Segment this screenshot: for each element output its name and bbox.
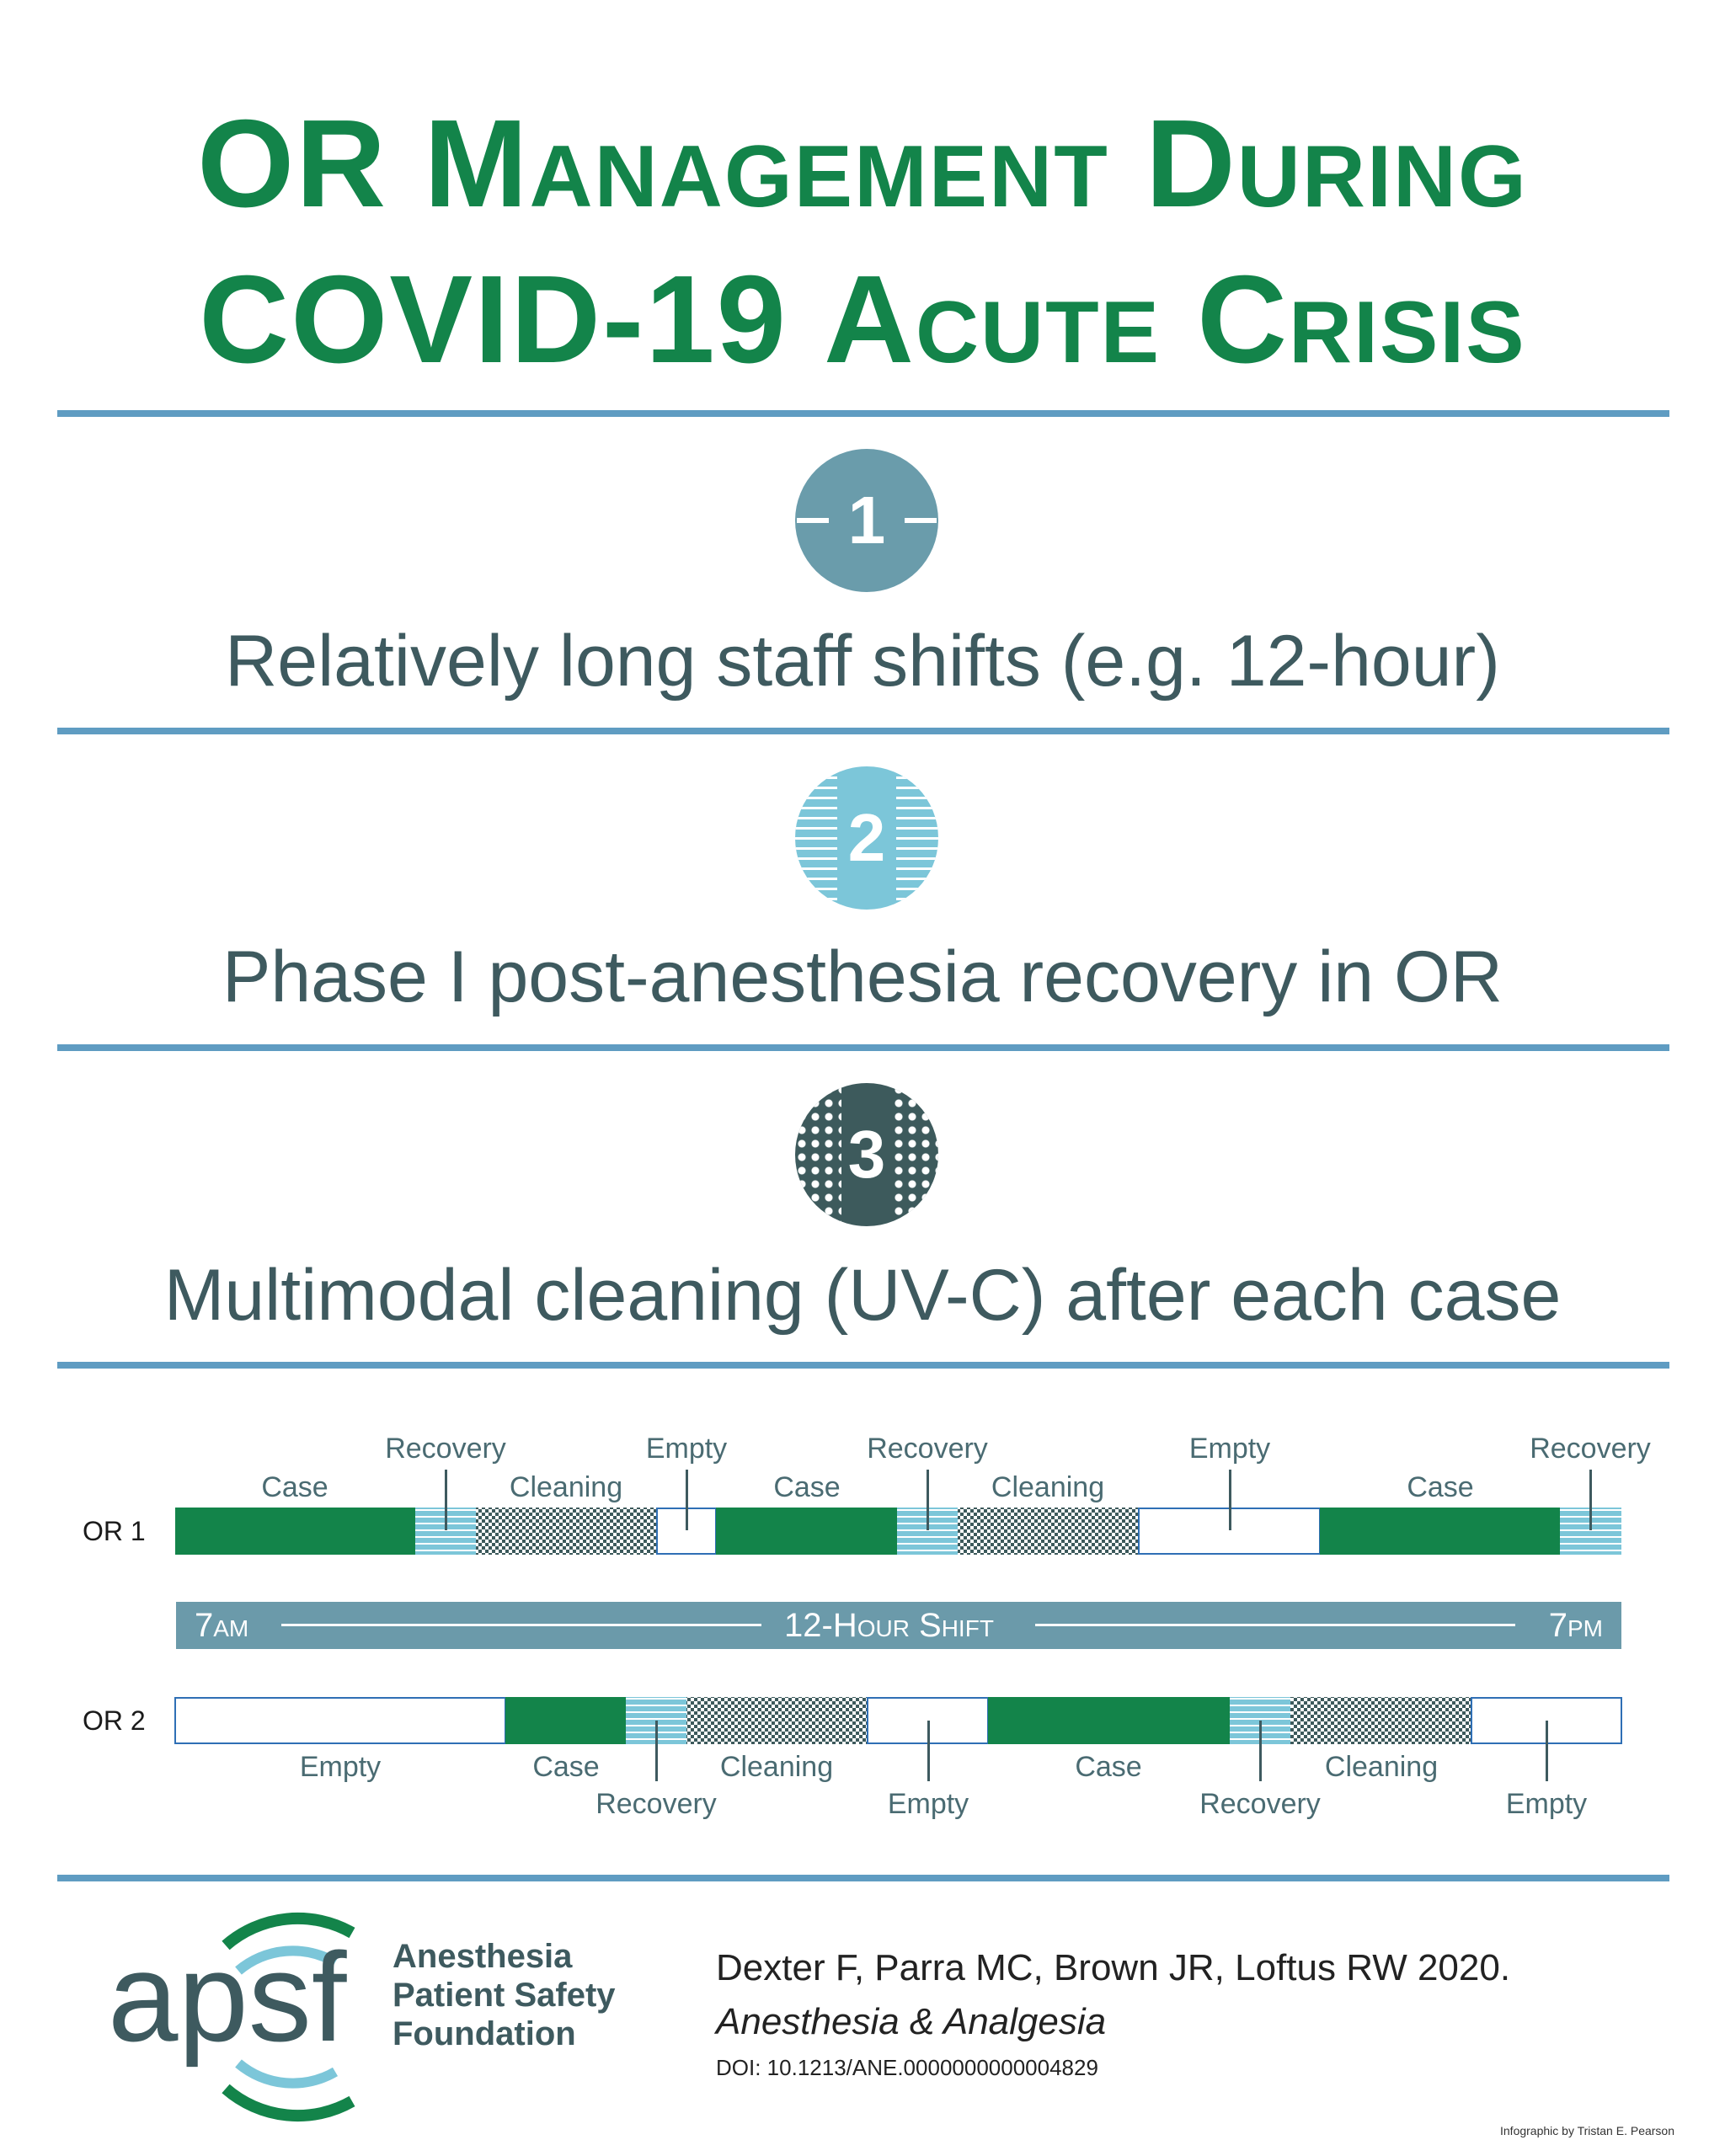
or2-label-case-1: Case xyxy=(532,1751,600,1783)
or2-label-recovery-1: Recovery xyxy=(595,1788,717,1820)
step-1-text: Relatively long staff shifts (e.g. 12-hour) xyxy=(225,621,1500,702)
or1-label-case-1: Case xyxy=(261,1471,328,1503)
or1-case-3 xyxy=(1320,1508,1560,1555)
title-smallcaps-1: Management During xyxy=(424,94,1528,233)
shift-end: 7pm xyxy=(1548,1607,1603,1644)
tick xyxy=(1546,1721,1548,1781)
org-name-line1: Anesthesia xyxy=(393,1938,573,1975)
or2-label-case-2: Case xyxy=(1075,1751,1142,1783)
or1-label-recovery-2: Recovery xyxy=(867,1433,988,1465)
citation-doi: DOI: 10.1213/ANE.0000000000004829 xyxy=(716,2055,1098,2080)
tick xyxy=(927,1470,929,1530)
step-2-number: 2 xyxy=(847,800,886,875)
or2-label-empty-2: Empty xyxy=(887,1788,969,1820)
or1-cleaning-1 xyxy=(476,1508,657,1555)
or2-empty-1 xyxy=(175,1698,505,1743)
title-prefix-2: COVID-19 xyxy=(199,250,825,389)
or1-case-2 xyxy=(716,1508,897,1555)
or1-label-empty-1: Empty xyxy=(645,1433,728,1465)
shift-timeline xyxy=(176,1602,1621,1649)
or1-label-cleaning-1: Cleaning xyxy=(509,1471,623,1503)
or1-case-1 xyxy=(175,1508,415,1555)
or1-label-cleaning-2: Cleaning xyxy=(991,1471,1105,1503)
step-3-number: 3 xyxy=(847,1117,886,1192)
or1-label-case-2: Case xyxy=(773,1471,841,1503)
or1-label: OR 1 xyxy=(83,1516,146,1546)
title-prefix-1: OR xyxy=(197,94,425,233)
or1-label-case-3: Case xyxy=(1407,1471,1474,1503)
or2-case-1 xyxy=(505,1697,626,1744)
or1-label-empty-2: Empty xyxy=(1188,1433,1271,1465)
citation-journal: Anesthesia & Analgesia xyxy=(716,2001,1107,2042)
tick xyxy=(1229,1470,1231,1530)
shift-label: 12-Hour Shift xyxy=(784,1607,994,1644)
step-1-number: 1 xyxy=(847,483,886,558)
tick xyxy=(655,1721,658,1781)
citation-authors: Dexter F, Parra MC, Brown JR, Loftus RW 2020. xyxy=(716,1947,1511,1988)
tick xyxy=(686,1470,688,1530)
or2-label-empty-1: Empty xyxy=(299,1751,382,1783)
org-name-line2: Patient Safety xyxy=(393,1977,616,2014)
or2-label-empty-3: Empty xyxy=(1505,1788,1588,1820)
tick xyxy=(1259,1721,1262,1781)
or1-cleaning-2 xyxy=(958,1508,1139,1555)
or2-label-cleaning-2: Cleaning xyxy=(1324,1751,1439,1783)
tick xyxy=(1589,1470,1592,1530)
step-2-text: Phase I post-anesthesia recovery in OR xyxy=(222,937,1503,1017)
shift-line-left xyxy=(281,1624,761,1626)
or1-label-recovery-3: Recovery xyxy=(1530,1433,1651,1465)
step-3-text: Multimodal cleaning (UV-C) after each case xyxy=(163,1255,1562,1336)
or2-label: OR 2 xyxy=(83,1705,146,1736)
infographic-credit: Infographic by Tristan E. Pearson xyxy=(1500,2124,1674,2137)
or1-label-recovery-1: Recovery xyxy=(385,1433,506,1465)
shift-line-right xyxy=(1035,1624,1515,1626)
or2-cleaning-2 xyxy=(1290,1697,1471,1744)
tick xyxy=(445,1470,447,1530)
or2-label-recovery-2: Recovery xyxy=(1199,1788,1321,1820)
or2-case-2 xyxy=(988,1697,1230,1744)
or2-cleaning-1 xyxy=(686,1697,868,1744)
apsf-logo: apsf xyxy=(108,1926,347,2068)
or2-label-cleaning-1: Cleaning xyxy=(719,1751,834,1783)
org-name-line3: Foundation xyxy=(393,2015,576,2052)
shift-start: 7am xyxy=(195,1607,249,1644)
tick xyxy=(927,1721,930,1781)
title-smallcaps-2: Acute Crisis xyxy=(824,250,1526,389)
